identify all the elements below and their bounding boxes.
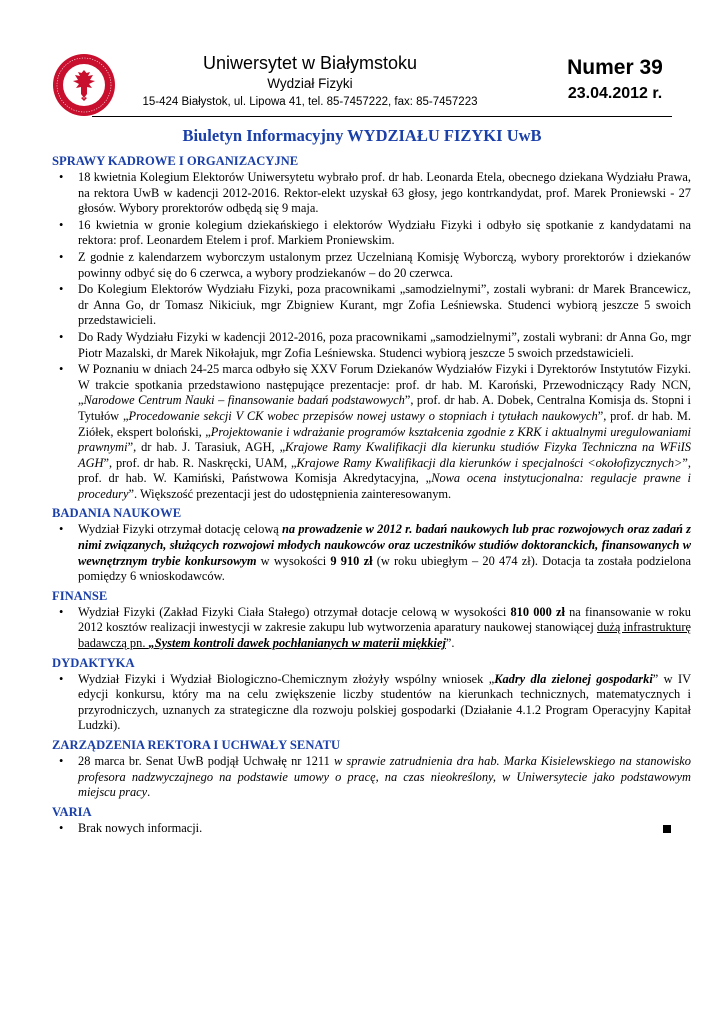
list-item: • 28 marca br. Senat UwB podjął Uchwałę nr 1211 w sprawie zatrudnienia dra hab. Marka Kisielewskiego na stanowisko profesora nadzwyczajnego na podstawie umowy o pracę, na czas nieokreślony, w Uniwersytecie jako podstawowym miejscu pracy. [52, 754, 691, 801]
list-item: • Wydział Fizyki (Zakład Fizyki Ciała Stałego) otrzymał dotacje celową w wysokości 810 000 zł na finansowanie w roku 2012 kosztów realizacji inwestycji w zakresie zakupu lub wytworzenia aparatury naukowej stanowiącej dużą infrastrukturę badawczą pn. „System kontroli dawek pochłanianych w materii miękkiej”. [52, 605, 691, 652]
list-item: • Brak nowych informacji. [52, 821, 691, 837]
end-of-document-square-icon [663, 825, 671, 833]
section-heading-kadrowe: SPRAWY KADROWE I ORGANIZACYJNE [52, 154, 299, 168]
list-varia [52, 821, 691, 837]
list-dydaktyka [52, 672, 691, 734]
section-heading-zarzadzenia: ZARZĄDZENIA REKTORA I UCHWAŁY SENATU [52, 738, 341, 752]
section-heading-finanse: FINANSE [52, 588, 108, 603]
list-item: • 18 kwietnia Kolegium Elektorów Uniwersytetu wybrało prof. dr hab. Leonarda Etela, obecnego dziekana Wydziału Prawa, na rektora UwB w kadencji 2012-2016. Rektor-elekt uzyskał 63 głosy, jego kontrkandydat, prof. Marek Proniewski - 27 głosów. Wybory prorektorów odbędą się 9 maja. [52, 170, 691, 217]
bulletin-content [52, 153, 691, 839]
header-divider [92, 116, 672, 117]
list-item: • Do Kolegium Elektorów Wydziału Fizyki, poza pracownikami „samodzielnymi”, zostali wybrani: dr Marek Brancewicz, dr Anna Go, dr Tomasz Nikiciuk, mgr Zbigniew Kurant, mgr Zofia Leśniewska. Studenci wybiorą jeszcze 5 swoich przedstawicieli. [52, 282, 691, 329]
issue-block [560, 56, 670, 104]
list-zarzadzenia [52, 754, 691, 801]
list-kadrowe [52, 170, 691, 502]
list-item: • Do Rady Wydziału Fizyki w kadencji 2012-2016, poza pracownikami „samodzielnymi”, zostali wybrani: dr Anna Go, mgr Piotr Mazalski, dr Marek Nikołajuk, mgr Zofia Leśniewska. Studenci wybiorą jeszcze 5 swoich przedstawicieli. [52, 330, 691, 361]
faculty-name: Wydział Fizyki [267, 76, 353, 91]
list-item: • Wydział Fizyki i Wydział Biologiczno-Chemicznym złożyły wspólny wniosek „Kadry dla zielonej gospodarki” w IV edycji konkursu, który ma na celu zwiększenie liczby studentów na kierunkach technicznych, matematycznych i przyrodniczych, uznanych za strategiczne dla rozwoju polskiej gospodarki (Działanie 4.1.2 Program Operacyjny Kapitał Ludzki). [52, 672, 691, 734]
section-heading-badania: BADANIA NAUKOWE [52, 506, 182, 521]
list-item: • Z godnie z kalendarzem wyborczym ustalonym przez Uczelnianą Komisję Wyborczą, wybory prorektorów i dziekanów powinny odbyć się do 6 czerwca, a wybory prodziekanów – do 20 czerwca. [52, 250, 691, 281]
issue-number: Numer 39 [567, 56, 663, 79]
list-finanse [52, 605, 691, 652]
section-heading-dydaktyka: DYDAKTYKA [52, 655, 135, 670]
bulletin-title: Biuletyn Informacyjny WYDZIAŁU FIZYKI UwB [182, 126, 542, 145]
university-name: Uniwersytet w Białymstoku [202, 53, 418, 73]
faculty-address: 15-424 Białystok, ul. Lipowa 41, tel. 85-7457222, fax: 85-7457223 [142, 96, 478, 108]
list-item: • 16 kwietnia w gronie kolegium dziekańskiego i elektorów Wydziału Fizyki i odbyło się spotkanie z kandydatami na rektora: prof. Leonardem Etelem i prof. Markiem Proniewskim. [52, 218, 691, 249]
list-item: • Wydział Fizyki otrzymał dotację celową na prowadzenie w 2012 r. badań naukowych lub prac rozwojowych oraz zadań z nimi związanych, służących rozwojowi młodych naukowców oraz uczestników studiów doktoranckich, finansowanych w wewnętrznym trybie konkursowym w wysokości 9 910 zł (w roku ubiegłym – 20 474 zł). Dotacja ta została podzielona pomiędzy 6 wnioskodawców. [52, 522, 691, 584]
section-heading-varia: VARIA [52, 804, 92, 819]
issue-date: 23.04.2012 r. [567, 85, 663, 102]
university-seal-logo [52, 53, 116, 117]
list-badania [52, 522, 691, 584]
header-masthead [130, 52, 490, 110]
list-item-forum: • W Poznaniu w dniach 24-25 marca odbyło się XXV Forum Dziekanów Wydziałów Fizyki i Dyrektorów Instytutów Fizyki. W trakcie spotkania przedstawiono następujące prezentacje: prof. dr hab. M. Karoński, Przewodniczący Rady NCN, „Narodowe Centrum Nauki – finansowanie badań podstawowych”, prof. dr hab. A. Dobek, Centralna Komisja ds. Stopni i Tytułów „Procedowanie sekcji V CK wobec przepisów nowej ustawy o stopniach i tytułach naukowych”, prof. dr hab. M. Ziółek, ekspert boloński, „Projektowanie i wdrażanie programów kształcenia zgodnie z KRK i aktualnymi uregulowaniami prawnymi”, dr hab. J. Tarasiuk, AGH, „Krajowe Ramy Kwalifikacji dla kierunku studiów Fizyka Techniczna na WFiIS AGH”, prof. dr hab. R. Naskręcki, UAM, „Krajowe Ramy Kwalifikacji dla kierunków i specjalności <okołofizycznych>”, prof. dr hab. W. Kamiński, Państwowa Komisja Akredytacyjna, „Nowa ocena instytucjonalna: regulacje prawne i procedury”. Większość prezentacji jest do udostępnienia zainteresowanym. [52, 362, 691, 502]
